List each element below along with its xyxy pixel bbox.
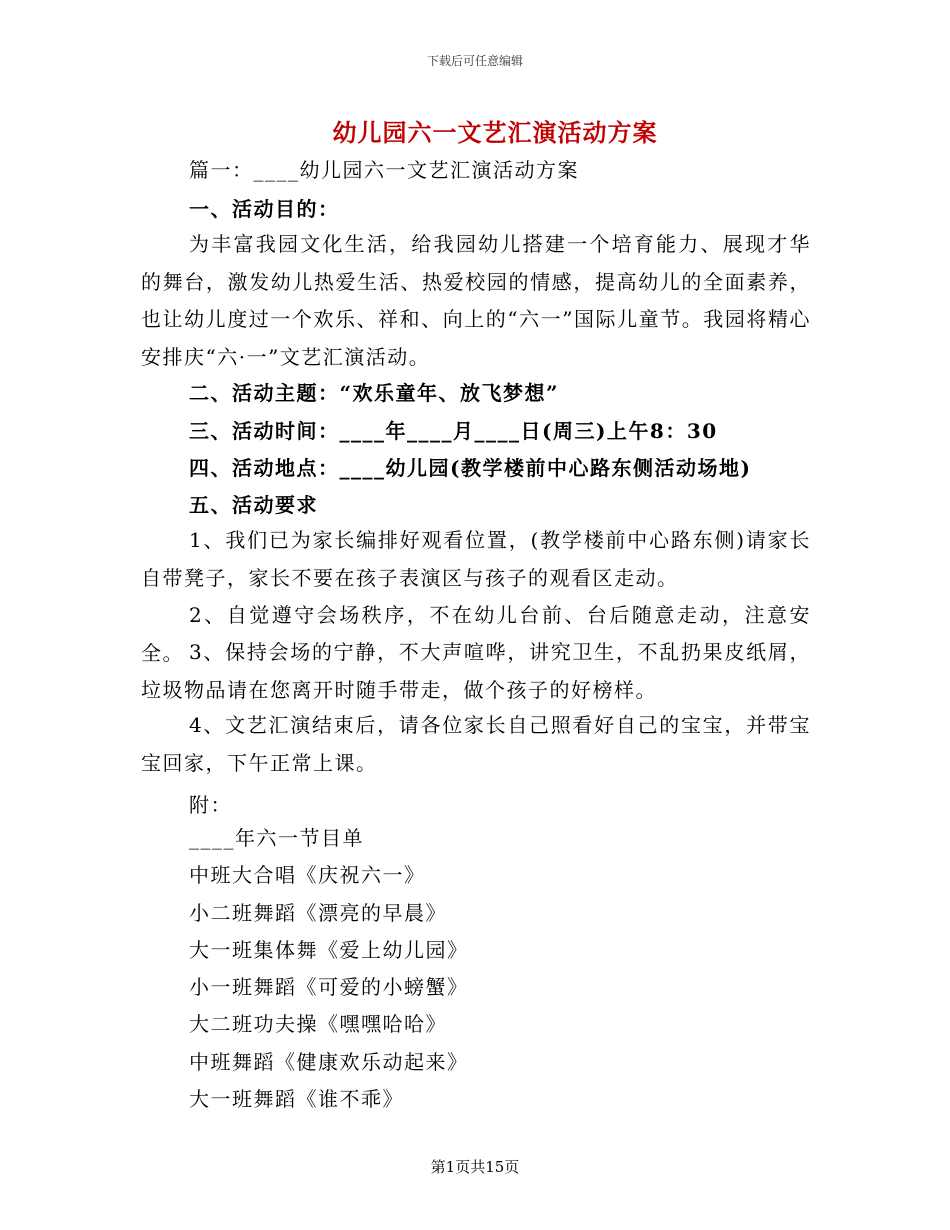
program-list-title: ____年六一节目单 — [189, 826, 364, 850]
purpose-paragraph: 为丰富我园文化生活，给我园幼儿搭建一个培育能力、展现才华的舞台，激发幼儿热爱生活、热爱校园的情感，提高幼儿的全面素养，也让幼儿度过一个欢乐、祥和、向上的“六一”国际儿童节。我园将精心安排庆“六·一”文艺汇演活动。 — [141, 232, 811, 369]
page-footer: 第1页共15页 — [430, 1158, 520, 1176]
program-item: 小二班舞蹈《漂亮的早晨》 — [189, 900, 447, 925]
program-list — [189, 820, 469, 1118]
requirement-item-3: 3、保持会场的宁静，不大声喧哗，讲究卫生，不乱扔果皮纸屑，垃圾物品请在您离开时随手带走，做个孩子的好榜样。 — [141, 640, 811, 702]
requirement-item-4: 4、文艺汇演结束后，请各位家长自己照看好自己的宝宝，并带宝宝回家，下午正常上课。 — [141, 713, 811, 775]
program-item: 中班大合唱《庆祝六一》 — [189, 863, 426, 888]
program-item: 大二班功夫操《嘿嘿哈哈》 — [189, 1012, 447, 1037]
page-header: 下载后可任意编辑 — [426, 54, 523, 68]
document-subtitle: 篇一：____幼儿园六一文艺汇演活动方案 — [189, 158, 579, 182]
program-item: 中班舞蹈《健康欢乐动起来》 — [189, 1049, 469, 1074]
program-item: 小一班舞蹈《可爱的小螃蟹》 — [189, 975, 469, 1000]
document-title: 幼儿园六一文艺汇演活动方案 — [332, 118, 658, 147]
section-heading-theme: 二、活动主题：“欢乐童年、放飞梦想” — [189, 381, 560, 405]
appendix-label: 附： — [189, 793, 232, 817]
requirement-item-2: 2、自觉遵守会场秩序，不在幼儿台前、台后随意走动，注意安全。 — [141, 603, 811, 665]
section-heading-place: 四、活动地点：____幼儿园(教学楼前中心路东侧活动场地) — [189, 456, 752, 480]
program-item: 大一班舞蹈《谁不乖》 — [189, 1087, 404, 1112]
section-heading-requirements: 五、活动要求 — [189, 493, 318, 517]
requirement-item-1: 1、我们已为家长编排好观看位置，(教学楼前中心路东侧)请家长自带凳子，家长不要在孩子表演区与孩子的观看区走动。 — [141, 528, 811, 590]
section-heading-purpose: 一、活动目的： — [189, 197, 340, 221]
program-item: 大一班集体舞《爱上幼儿园》 — [189, 937, 469, 962]
section-heading-time: 三、活动时间：____年____月____日(周三)上午8：30 — [189, 419, 718, 443]
